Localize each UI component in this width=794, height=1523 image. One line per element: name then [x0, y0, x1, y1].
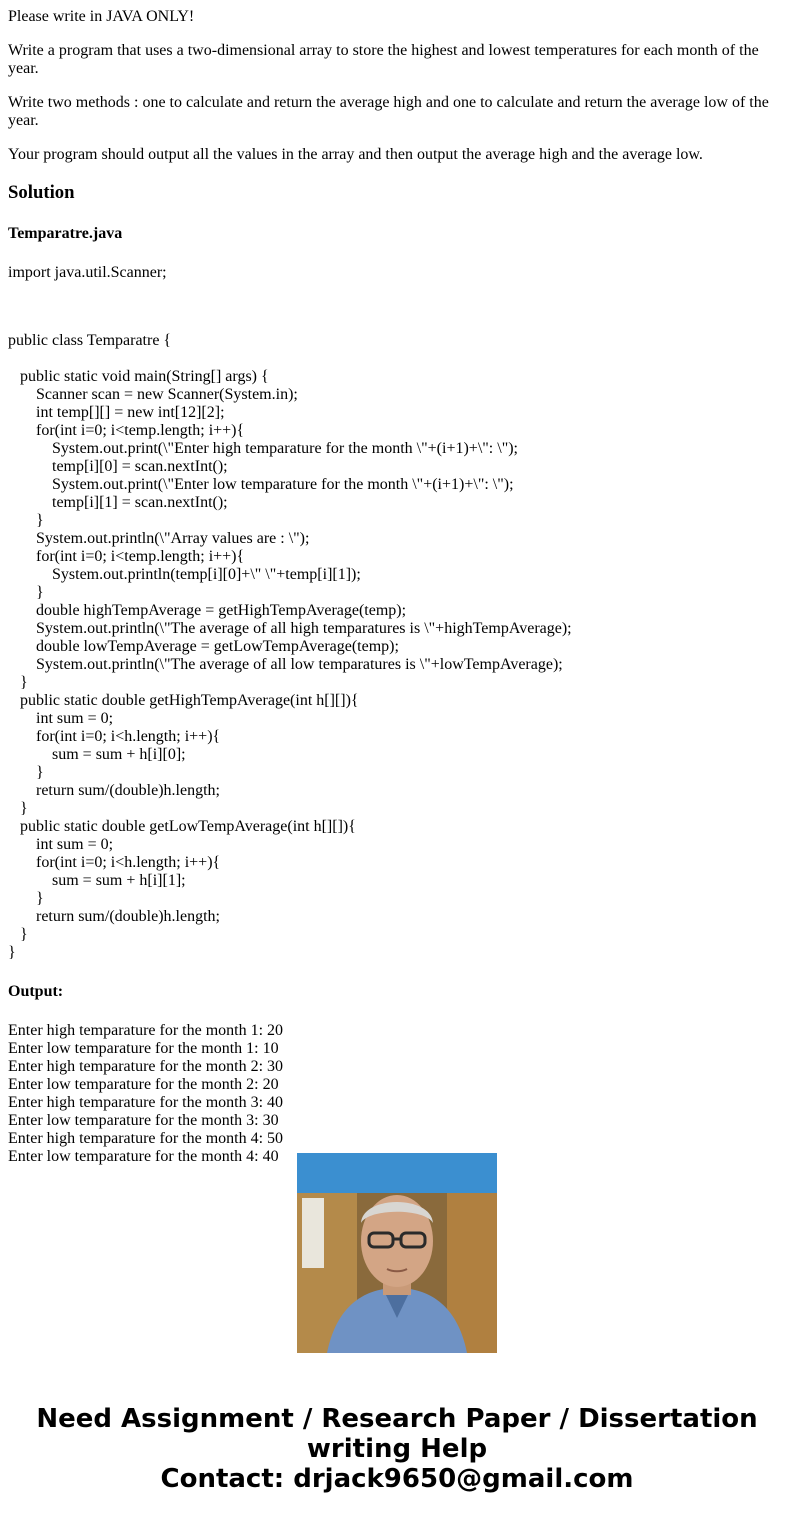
question-line-1: Please write in JAVA ONLY! — [8, 8, 195, 25]
code-line: System.out.println(\"The average of all high temparatures is \"+highTempAverage); — [8, 620, 572, 637]
code-line: } — [8, 674, 28, 691]
promo-line-1: Need Assignment / Research Paper / Dissertation — [36, 1404, 758, 1434]
code-line: double highTempAverage = getHighTempAverage(temp); — [8, 602, 407, 619]
blank-gap — [8, 298, 786, 332]
code-line: int sum = 0; — [8, 710, 114, 727]
question-line-4: Your program should output all the values in the array and then output the average high and the average low. — [8, 146, 703, 163]
code-line: temp[i][1] = scan.nextInt(); — [8, 494, 228, 511]
output-heading: Output: — [8, 983, 64, 1000]
code-line: double lowTempAverage = getLowTempAverage(temp); — [8, 638, 399, 655]
output-line: Enter low temparature for the month 1: 10 — [8, 1040, 279, 1057]
promo-contact: Contact: drjack9650@gmail.com — [160, 1464, 634, 1494]
code-line: } — [8, 944, 16, 961]
import-line: import java.util.Scanner; — [8, 264, 167, 281]
output-line: Enter high temparature for the month 2: 30 — [8, 1058, 284, 1075]
output-line: Enter low temparature for the month 3: 30 — [8, 1112, 279, 1129]
code-line: public static double getHighTempAverage(int h[][]){ — [8, 692, 359, 709]
code-line — [8, 350, 786, 368]
code-line: } — [8, 800, 28, 817]
promo-line-2: writing Help — [306, 1434, 488, 1464]
code-line: System.out.println(temp[i][0]+\" \"+temp[i][1]); — [8, 566, 361, 583]
code-line: int sum = 0; — [8, 836, 114, 853]
author-photo — [297, 1153, 497, 1353]
code-line: for(int i=0; i<temp.length; i++){ — [8, 422, 245, 439]
output-line: Enter low temparature for the month 2: 20 — [8, 1076, 279, 1093]
file-name-heading: Temparatre.java — [8, 225, 123, 242]
code-line: for(int i=0; i<h.length; i++){ — [8, 854, 221, 871]
code-line: } — [8, 764, 44, 781]
code-line: int temp[][] = new int[12][2]; — [8, 404, 225, 421]
solution-heading: Solution — [8, 182, 75, 203]
code-line: System.out.println(\"Array values are : \"); — [8, 530, 310, 547]
code-line: return sum/(double)h.length; — [8, 782, 220, 799]
code-line: return sum/(double)h.length; — [8, 908, 220, 925]
code-line: System.out.println(\"The average of all low temparatures is \"+lowTempAverage); — [8, 656, 563, 673]
code-block — [8, 332, 786, 962]
code-line: for(int i=0; i<h.length; i++){ — [8, 728, 221, 745]
code-line: Scanner scan = new Scanner(System.in); — [8, 386, 298, 403]
code-line: System.out.print(\"Enter high temparature for the month \"+(i+1)+\": \"); — [8, 440, 518, 457]
code-line: public class Temparatre { — [8, 332, 172, 349]
code-line: } — [8, 926, 28, 943]
question-line-2: Write a program that uses a two-dimensional array to store the highest and lowest temperatures for each month of the year. — [8, 42, 759, 77]
promo-footer — [0, 1123, 794, 1523]
question-line-3: Write two methods : one to calculate and return the average high and one to calculate and return the average low of the year. — [8, 94, 769, 129]
code-line: } — [8, 512, 44, 529]
code-line: System.out.print(\"Enter low temparature for the month \"+(i+1)+\": \"); — [8, 476, 514, 493]
document-content — [8, 0, 786, 1165]
code-line: temp[i][0] = scan.nextInt(); — [8, 458, 228, 475]
code-line: for(int i=0; i<temp.length; i++){ — [8, 548, 245, 565]
code-line: } — [8, 584, 44, 601]
output-line: Enter high temparature for the month 4: 50 — [8, 1130, 284, 1147]
code-line: } — [8, 890, 44, 907]
output-line: Enter low temparature for the month 4: 40 — [8, 1148, 279, 1165]
promo-text — [0, 1404, 794, 1494]
code-line: sum = sum + h[i][0]; — [8, 746, 186, 763]
output-line: Enter high temparature for the month 1: 20 — [8, 1022, 284, 1039]
output-line: Enter high temparature for the month 3: 40 — [8, 1094, 284, 1111]
code-line: sum = sum + h[i][1]; — [8, 872, 186, 889]
code-line: public static double getLowTempAverage(int h[][]){ — [8, 818, 356, 835]
code-line: public static void main(String[] args) { — [8, 368, 269, 385]
